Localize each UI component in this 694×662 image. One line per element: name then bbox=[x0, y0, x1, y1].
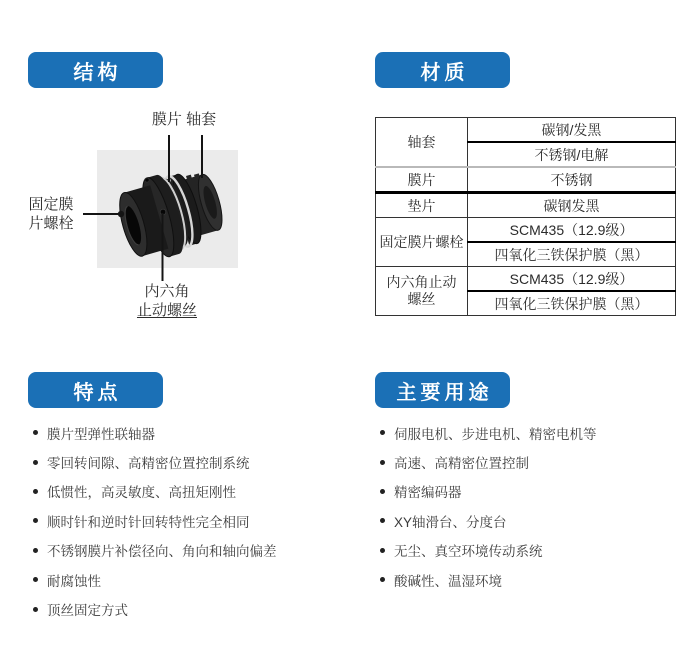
material-table bbox=[375, 117, 676, 316]
applications-list bbox=[375, 418, 680, 594]
material-value-cell: SCM435（12.9级） bbox=[468, 218, 676, 243]
list-item: 无尘、真空环境传动系统 bbox=[375, 536, 680, 565]
bullet-icon bbox=[380, 518, 385, 523]
bullet-icon bbox=[33, 489, 38, 494]
part-name-cell: 膜片 bbox=[376, 167, 468, 193]
list-item: 不锈钢膜片补偿径向、角向和轴向偏差 bbox=[28, 536, 343, 565]
part-name-cell: 垫片 bbox=[376, 193, 468, 218]
bullet-icon bbox=[380, 548, 385, 553]
list-item: XY轴滑台、分度台 bbox=[375, 506, 680, 535]
material-value-cell: 四氧化三铁保护膜（黑） bbox=[468, 242, 676, 267]
list-item: 顺时针和逆时针回转特性完全相同 bbox=[28, 506, 343, 535]
structure-title: 结构 bbox=[73, 61, 122, 84]
features-list bbox=[28, 418, 343, 624]
material-value-cell: 四氧化三铁保护膜（黑） bbox=[468, 291, 676, 316]
list-item: 顶丝固定方式 bbox=[28, 594, 343, 623]
features-title: 特点 bbox=[73, 381, 122, 404]
applications-section-header bbox=[375, 372, 510, 408]
bullet-icon bbox=[33, 577, 38, 582]
bullet-icon bbox=[33, 430, 38, 435]
material-value-cell: SCM435（12.9级） bbox=[468, 267, 676, 292]
part-name-cell: 内六角止动螺丝 bbox=[376, 267, 468, 316]
bullet-icon bbox=[33, 607, 38, 612]
bullet-icon bbox=[33, 548, 38, 553]
part-name-cell: 固定膜片螺栓 bbox=[376, 218, 468, 267]
material-value-cell: 碳钢/发黑 bbox=[468, 118, 676, 143]
material-section-header bbox=[375, 52, 510, 88]
bolt-hole bbox=[145, 178, 149, 182]
material-value-cell: 不锈钢/电解 bbox=[468, 142, 676, 167]
bullet-icon bbox=[33, 518, 38, 523]
table-row bbox=[376, 193, 676, 218]
list-item: 零回转间隙、高精密位置控制系统 bbox=[28, 447, 343, 476]
applications-title: 主要用途 bbox=[396, 381, 493, 404]
list-item: 酸碱性、温湿环境 bbox=[375, 565, 680, 594]
list-item: 低惯性，高灵敏度、高扭矩刚性 bbox=[28, 477, 343, 506]
bullet-icon bbox=[33, 460, 38, 465]
list-item: 耐腐蚀性 bbox=[28, 565, 343, 594]
bullet-icon bbox=[380, 577, 385, 582]
table-row bbox=[376, 267, 676, 292]
label-hex-set-screw: 内六角 止动螺丝 bbox=[136, 283, 197, 319]
list-item: 伺服电机、步进电机、精密电机等 bbox=[375, 418, 680, 447]
leader-dot bbox=[118, 211, 124, 217]
table-row bbox=[376, 218, 676, 243]
material-value-cell: 不锈钢 bbox=[468, 167, 676, 193]
list-item: 精密编码器 bbox=[375, 477, 680, 506]
bullet-icon bbox=[380, 489, 385, 494]
material-value-cell: 碳钢发黑 bbox=[468, 193, 676, 218]
features-section-header bbox=[28, 372, 163, 408]
list-item: 膜片型弹性联轴器 bbox=[28, 418, 343, 447]
part-name-cell: 轴套 bbox=[376, 118, 468, 168]
table-row bbox=[376, 167, 676, 193]
label-diaphragm-and-sleeve: 膜片 轴套 bbox=[151, 111, 217, 128]
bullet-icon bbox=[380, 430, 385, 435]
structure-section-header bbox=[28, 52, 163, 88]
material-title: 材质 bbox=[420, 61, 469, 84]
bullet-icon bbox=[380, 460, 385, 465]
label-fixing-diaphragm-bolt: 固定膜 片螺栓 bbox=[28, 196, 74, 232]
table-row bbox=[376, 118, 676, 143]
list-item: 高速、高精密位置控制 bbox=[375, 447, 680, 476]
